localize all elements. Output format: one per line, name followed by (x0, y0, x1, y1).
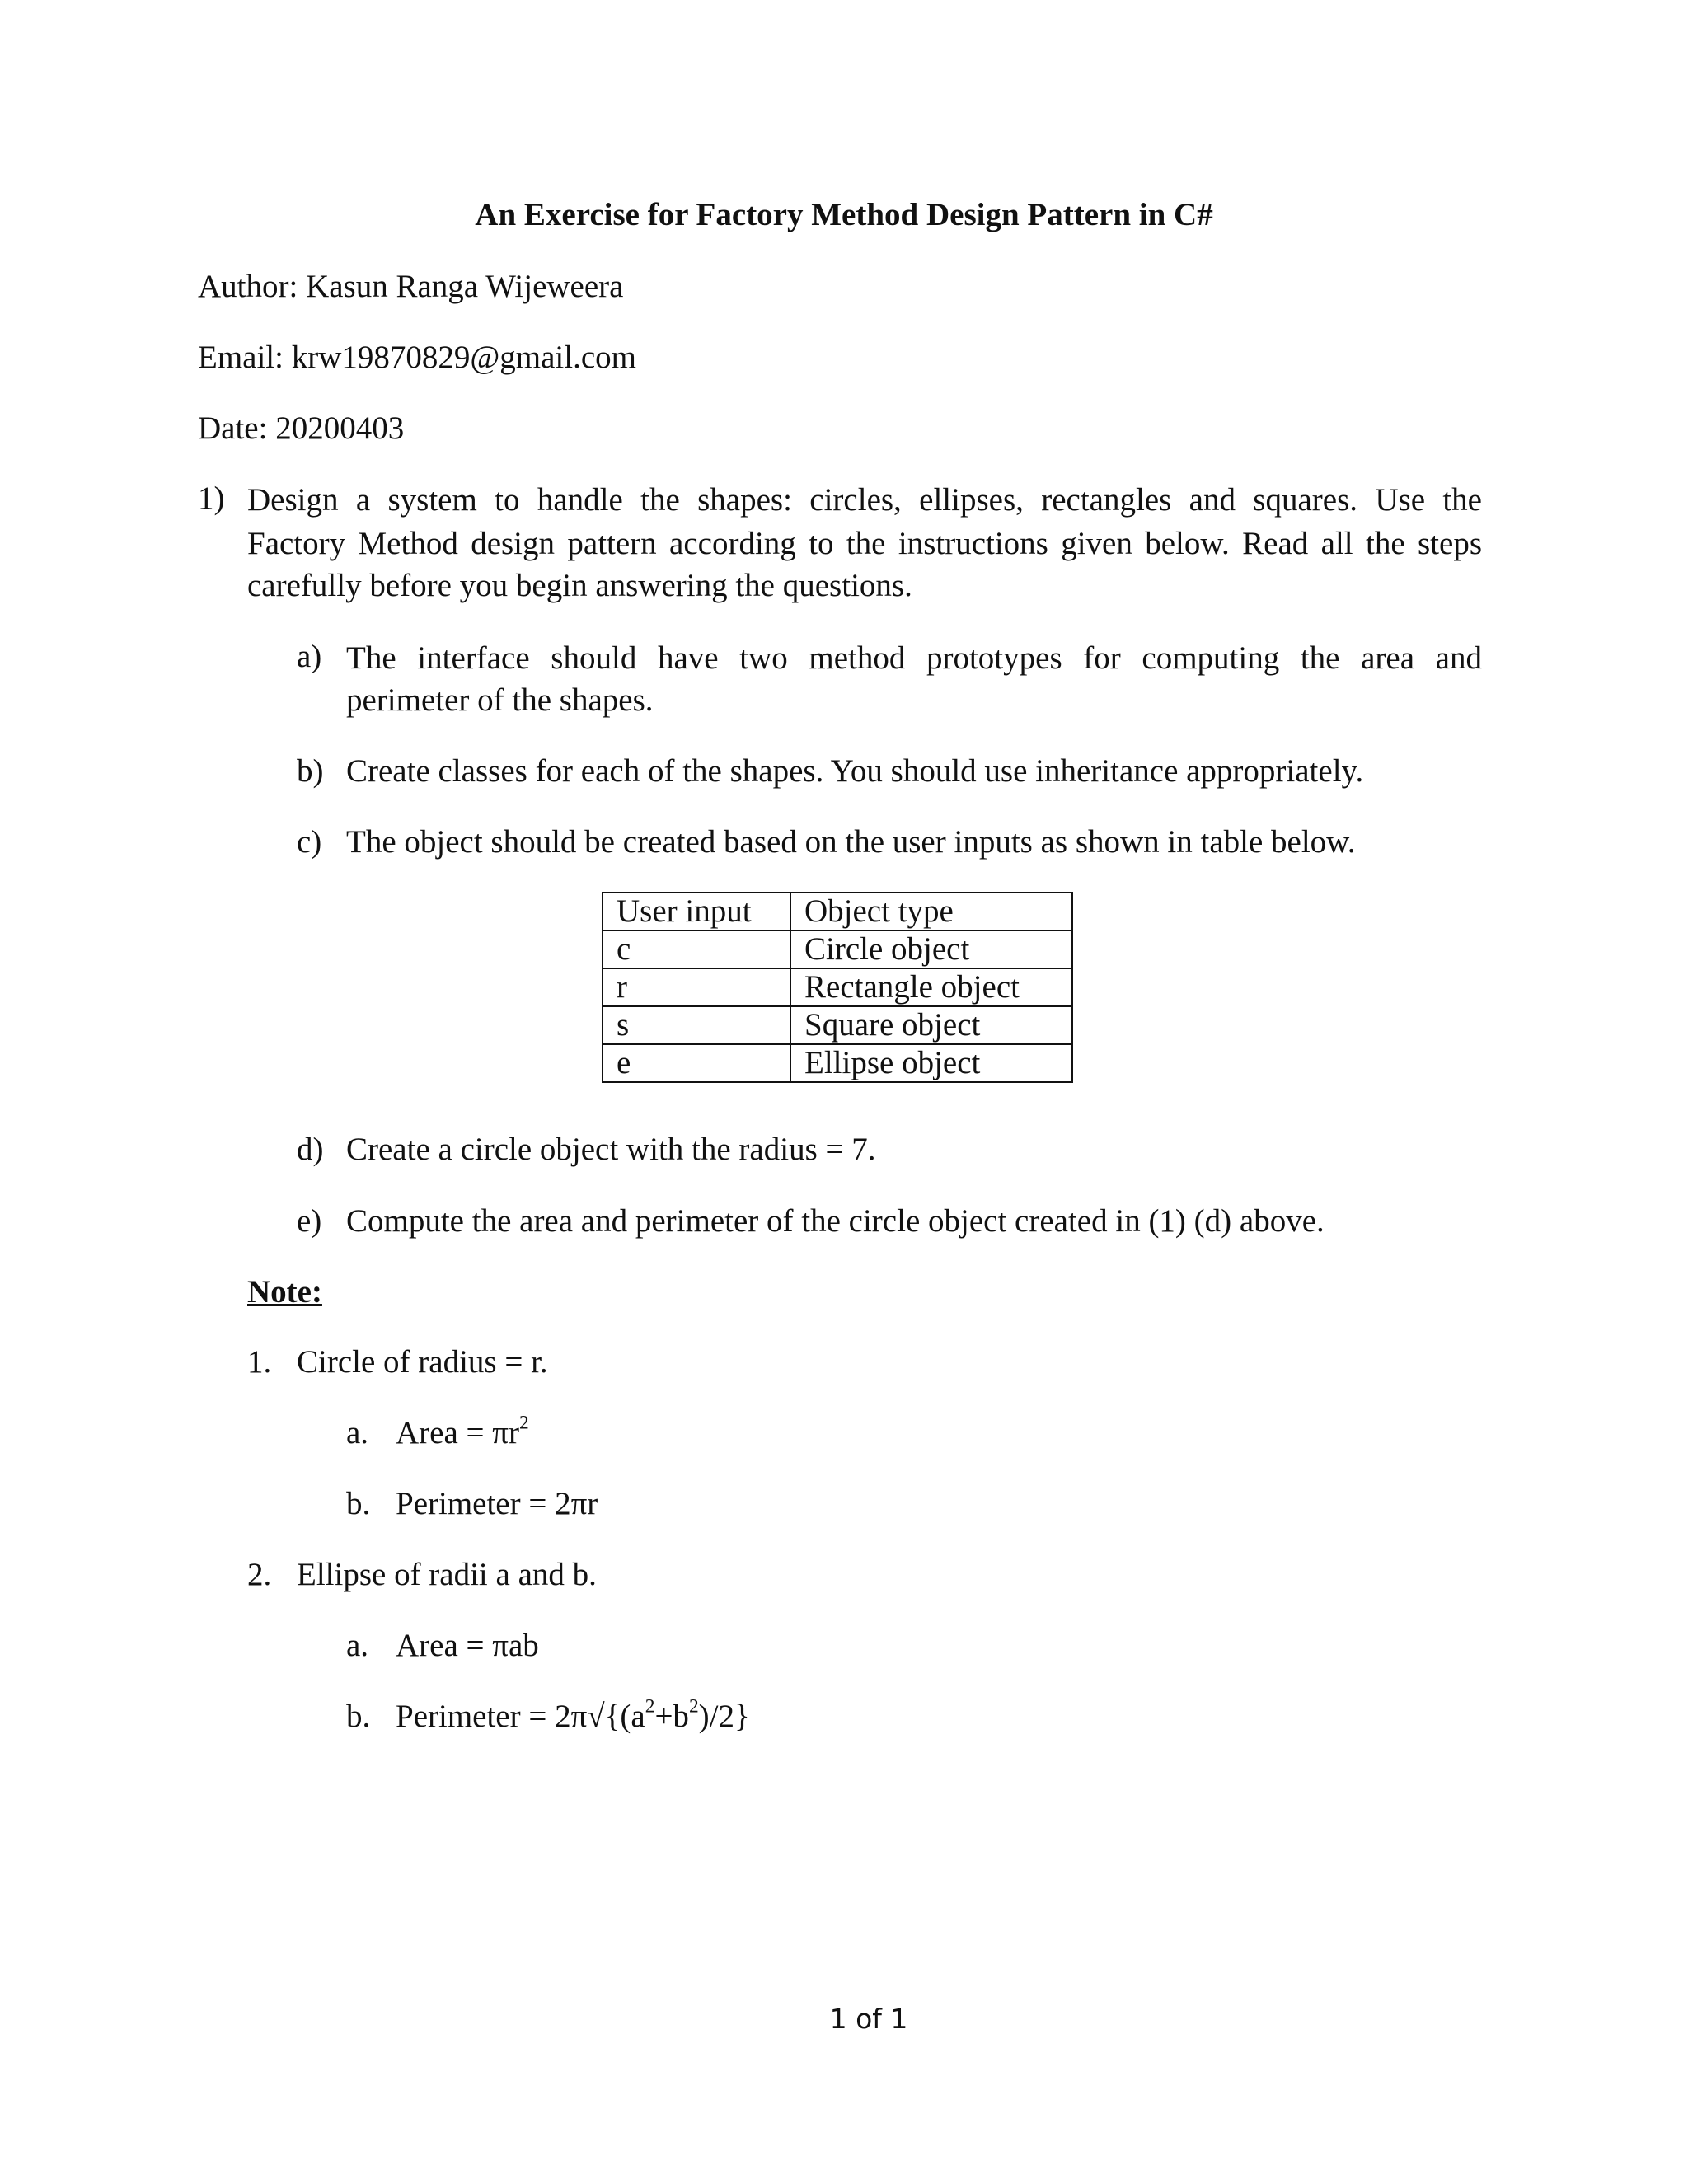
table-header-object-type: Object type (790, 893, 1072, 930)
note-2a-marker: a. (346, 1628, 369, 1663)
formula-part-3: )/2} (698, 1699, 750, 1734)
note-item-2-text: Ellipse of radii a and b. (297, 1557, 597, 1592)
part-b-text: Create classes for each of the shapes. You should use inheritance appropriately. (346, 753, 1364, 789)
table-cell-object: Square object (790, 1006, 1072, 1044)
table-row (603, 930, 1072, 968)
page-number: 1 of 1 (829, 2003, 908, 2035)
table-cell-object: Ellipse object (790, 1044, 1072, 1082)
formula-label: Area = (396, 1415, 493, 1451)
table-cell-input: r (603, 968, 790, 1006)
part-e-text: Compute the area and perimeter of the circle object created in (1) (d) above. (346, 1203, 1325, 1239)
table-header-row (603, 893, 1072, 930)
note-1a-marker: a. (346, 1415, 369, 1451)
note-item-2-number: 2. (247, 1557, 272, 1592)
table-cell-input: e (603, 1044, 790, 1082)
formula-label: Area = (396, 1628, 493, 1663)
part-a-line-1: The interface should have two method prototypes for computing the area and (346, 640, 1482, 676)
formula-part-2: +b (654, 1699, 689, 1734)
part-d-marker: d) (297, 1132, 324, 1167)
date-line: Date: 20200403 (198, 410, 405, 446)
circle-perimeter-formula (396, 1483, 598, 1526)
note-item-1-number: 1. (247, 1344, 272, 1380)
formula-exponent: 2 (688, 1695, 699, 1718)
table-cell-input: c (603, 930, 790, 968)
question-line-1: Design a system to handle the shapes: circles, ellipses, rectangles and squares. Use the (247, 482, 1482, 518)
note-1b-marker: b. (346, 1486, 371, 1521)
part-c-text: The object should be created based on the user inputs as shown in table below. (346, 824, 1356, 860)
part-a-line-2: perimeter of the shapes. (346, 682, 654, 718)
formula-label: Perimeter = (396, 1699, 556, 1734)
table-cell-input: s (603, 1006, 790, 1044)
table-cell-object: Circle object (790, 930, 1072, 968)
question-number: 1) (198, 480, 225, 516)
table-row (603, 1044, 1072, 1082)
formula-label: Perimeter = (396, 1486, 556, 1521)
part-d-text: Create a circle object with the radius = 7. (346, 1132, 876, 1167)
part-b-marker: b) (297, 753, 324, 789)
part-a-marker: a) (297, 639, 322, 674)
formula-part-1: 2π√{(a (555, 1699, 645, 1734)
user-input-table (602, 892, 1073, 1083)
note-heading: Note: (247, 1274, 322, 1310)
formula-expression: πab (492, 1628, 539, 1663)
part-e-marker: e) (297, 1203, 322, 1239)
part-c-marker: c) (297, 824, 322, 860)
table-header-user-input: User input (603, 893, 790, 930)
table-row (603, 968, 1072, 1006)
table-cell-object: Rectangle object (790, 968, 1072, 1006)
note-item-1-text: Circle of radius = r. (297, 1344, 548, 1380)
table-row (603, 1006, 1072, 1044)
ellipse-perimeter-formula (396, 1696, 750, 1738)
formula-exponent: 2 (518, 1412, 529, 1434)
email-line: Email: krw19870829@gmail.com (198, 340, 637, 375)
question-line-3: carefully before you begin answering the questions. (247, 568, 912, 603)
page-title: An Exercise for Factory Method Design Pattern in C# (475, 197, 1213, 232)
ellipse-area-formula (396, 1625, 539, 1667)
formula-expression: 2πr (555, 1486, 598, 1521)
formula-exponent: 2 (645, 1695, 655, 1718)
note-2b-marker: b. (346, 1699, 371, 1734)
author-line: Author: Kasun Ranga Wijeweera (198, 269, 624, 304)
circle-area-formula (396, 1413, 529, 1455)
question-line-2: Factory Method design pattern according to the instructions given below. Read all the steps (247, 526, 1482, 561)
formula-expression: πr (492, 1415, 519, 1451)
